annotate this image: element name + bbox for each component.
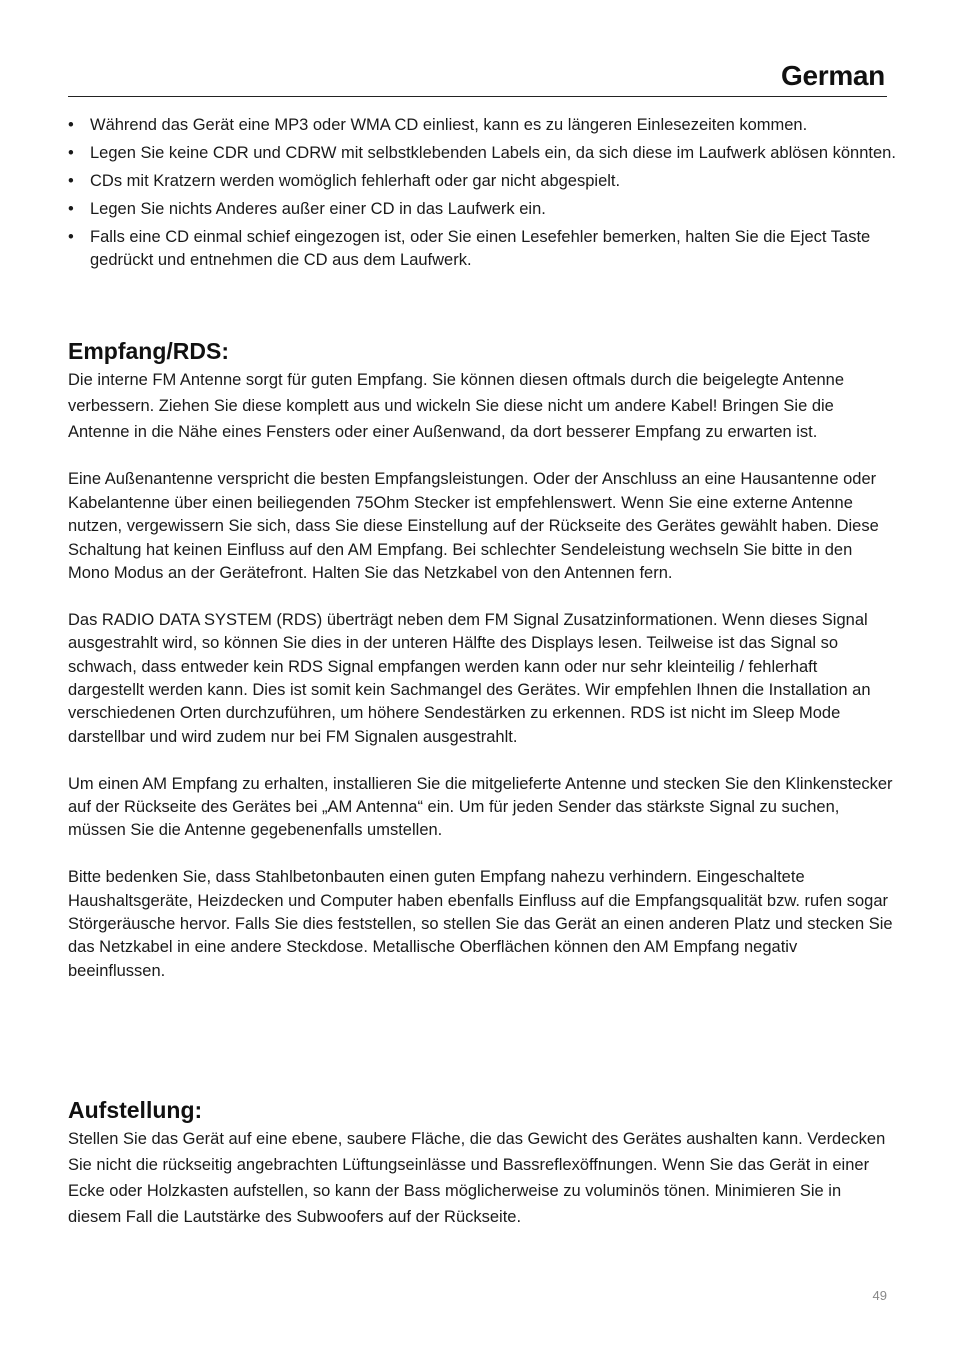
section-empfang-rds (68, 338, 898, 1007)
bullet-icon: • (68, 228, 74, 246)
notes-list (68, 114, 898, 277)
paragraph: Bitte bedenken Sie, dass Stahlbetonbauten einen guten Empfang nahezu verhindern. Eingeschaltete Haushaltsgeräte, Heizdecken und Computer haben ebenfalls Einfluss auf die Empfangsqualität bzw. rufen sogar Störgeräusche hervor. Falls Sie dies feststellen, so stellen Sie das Gerät an einen anderen Platz und stecken Sie das Netzkabel in eine andere Steckdose. Metallische Oberflächen können den AM Empfang negativ beeinflussen. (68, 868, 893, 980)
paragraph: Stellen Sie das Gerät auf eine ebene, saubere Fläche, die das Gewicht des Gerätes aushalten kann. Verdecken Sie nicht die rückseitig angebrachten Lüftungseinlässe und Bassreflexöffnungen. Wenn Sie das Gerät in einer Ecke oder Holzkasten aufstellen, so kann der Bass möglicherweise zu voluminös tönen. Minimieren Sie in diesem Fall die Lautstärke des Subwoofers auf der Rückseite. (68, 1130, 886, 1226)
bullet-icon: • (68, 200, 74, 218)
list-item (68, 198, 898, 221)
section-heading: Aufstellung: (68, 1097, 203, 1123)
bullet-icon: • (68, 116, 74, 134)
bullet-icon: • (68, 172, 74, 190)
section-heading: Empfang/RDS: (68, 338, 229, 364)
bullet-icon: • (68, 144, 74, 162)
paragraph: Um einen AM Empfang zu erhalten, installieren Sie die mitgelieferte Antenne und stecken Sie den Klinkenstecker auf der Rückseite des Gerätes bei „AM Antenna“ ein. Um für jeden Sender das stärkste Signal zu suchen, müssen Sie die Antenne gegebenenfalls umstellen. (68, 774, 893, 840)
list-item (68, 170, 898, 193)
page-number: 49 (872, 1288, 887, 1303)
paragraph: Das RADIO DATA SYSTEM (RDS) überträgt neben dem FM Signal Zusatzinformationen. Wenn dieses Signal ausgestrahlt wird, so können Sie dies in der unteren Hälfte des Displays lesen. Teilweise ist das Signal so schwach, dass entweder kein RDS Signal empfangen werden kann oder nur sehr kleinteilig / fehlerhaft dargestellt werden kann. Dies ist somit kein Sachmangel des Gerätes. Wir empfehlen Ihnen die Installation an verschiedenen Orten durchzuführen, um höhere Sendestärken zu erkennen. RDS ist nicht im Sleep Mode darstellbar und wird zudem nur bei FM Signalen ausgestrahlt. (68, 610, 871, 746)
list-item-text: Während das Gerät eine MP3 oder WMA CD einliest, kann es zu längeren Einlesezeiten kommen. (90, 116, 808, 134)
page-title: German (780, 60, 885, 91)
list-item-text: CDs mit Kratzern werden womöglich fehlerhaft oder gar nicht abgespielt. (90, 172, 621, 190)
paragraph: Die interne FM Antenne sorgt für guten Empfang. Sie können diesen oftmals durch die beigelegte Antenne verbessern. Ziehen Sie diese komplett aus und wickeln Sie diese nicht um andere Kabel! Bringen Sie die Antenne in die Nähe eines Fensters oder einer Außenwand, da dort besserer Empfang zu erwarten ist. (68, 371, 844, 441)
list-item (68, 226, 898, 272)
list-item-text: Falls eine CD einmal schief eingezogen ist, oder Sie einen Lesefehler bemerken, halten Sie die Eject Taste gedrückt und entnehmen die CD aus dem Laufwerk. (90, 228, 871, 269)
list-item (68, 114, 898, 137)
paragraph: Eine Außenantenne verspricht die besten Empfangsleistungen. Oder der Anschluss an eine Hausantenne oder Kabelantenne über einen beiliegenden 75Ohm Stecker ist empfehlenswert. Wenn Sie eine externe Antenne nutzen, vergewissern Sie sich, dass Sie diese Einstellung auf der Rückseite des Gerätes gewählt haben. Diese Schaltung hat keinen Einfluss auf den AM Empfang. Bei schlechter Sendeleistung wechseln Sie bitte in den Mono Modus an der Gerätefront. Halten Sie das Netzkabel von den Antennen fern. (68, 470, 879, 583)
page-header (68, 58, 887, 97)
list-item-text: Legen Sie keine CDR und CDRW mit selbstklebenden Labels ein, da sich diese im Laufwerk ablösen könnten. (90, 144, 896, 162)
section-aufstellung (68, 1097, 898, 1253)
list-item (68, 142, 898, 165)
list-item-text: Legen Sie nichts Anderes außer einer CD in das Laufwerk ein. (90, 200, 546, 218)
